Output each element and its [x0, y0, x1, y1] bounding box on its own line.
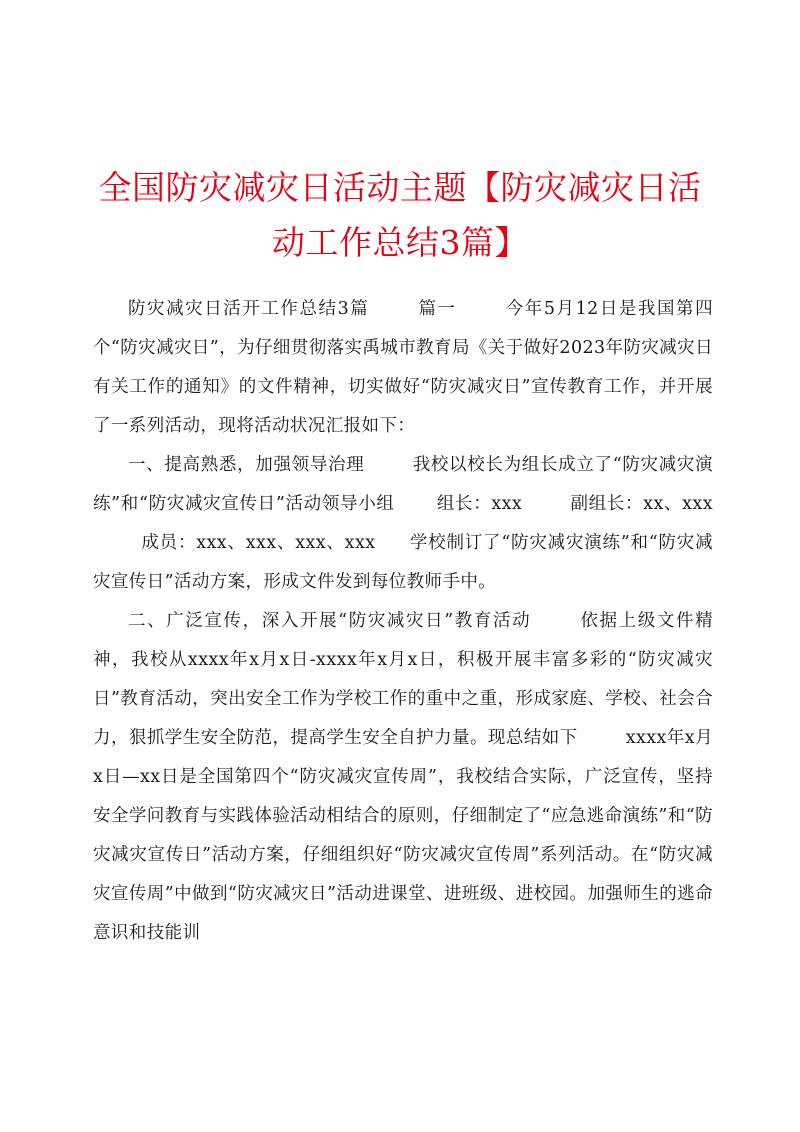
p3-heading: 二、广泛宣传，深入开展“防灾减灾日”教育活动	[128, 611, 532, 631]
paragraph-1	[93, 290, 713, 446]
p2-text-2: 学校制订了“防灾减灾演练”和“防灾减灾宣传日”活动方案，形成文件发到每位教师手中。	[93, 533, 713, 592]
p3-text-2: xxxx年x月x日—xx日是全国第四个“防灾减灾宣传周”，我校结合实际，广泛宣传，坚持安全学问教育与实践体验活动相结合的原则，仔细制定了“应急逃命演练”和“防灾减灾宣传日”活动方案，仔细组织好“防灾减灾宣传周”系列活动。在“防灾减灾宣传周”中做到“防灾减灾日”活动进课堂、进班级、进校园。加强师生的逃命意识和技能训	[93, 728, 713, 943]
paragraph-3	[93, 602, 713, 953]
document-title: 全国防灾减灾日活动主题【防灾减灾日活动工作总结3篇】	[98, 168, 702, 262]
p3-text-1: 依据上级文件精神，我校从xxxx年x月x日-xxxx年x月x日，积极开展丰富多彩的“防灾减灾日”教育活动，突出安全工作为学校工作的重中之重，形成家庭、学校、社会合力，狠抓学生安全防范，提高学生安全自护力量。现总结如下	[93, 611, 713, 748]
p2-members: 成员：xxx、xxx、xxx、xxx	[141, 533, 376, 553]
p1-text: 今年5月12日是我国第四个“防灾减灾日”，为仔细贯彻落实禹城市教育局《关于做好2023年防灾减灾日有关工作的通知》的文件精神，切实做好“防灾减灾日”宣传教育工作，并开展了一系列活动，现将活动状况汇报如下：	[93, 299, 713, 436]
p2-deputy: 副组长：xx、xxx	[570, 494, 713, 514]
paragraph-2	[93, 446, 713, 602]
p2-leader: 组长：xxx	[436, 494, 523, 514]
document-body	[93, 290, 713, 953]
p1-part-label: 篇一	[417, 299, 457, 319]
p1-heading: 防灾减灾日活开工作总结3篇	[128, 299, 370, 319]
p2-heading: 一、提高熟悉，加强领导治理	[128, 455, 365, 475]
p2-text-1: 我校以校长为组长成立了“防灾减灾演练”和“防灾减灾宣传日”活动领导小组	[93, 455, 713, 514]
